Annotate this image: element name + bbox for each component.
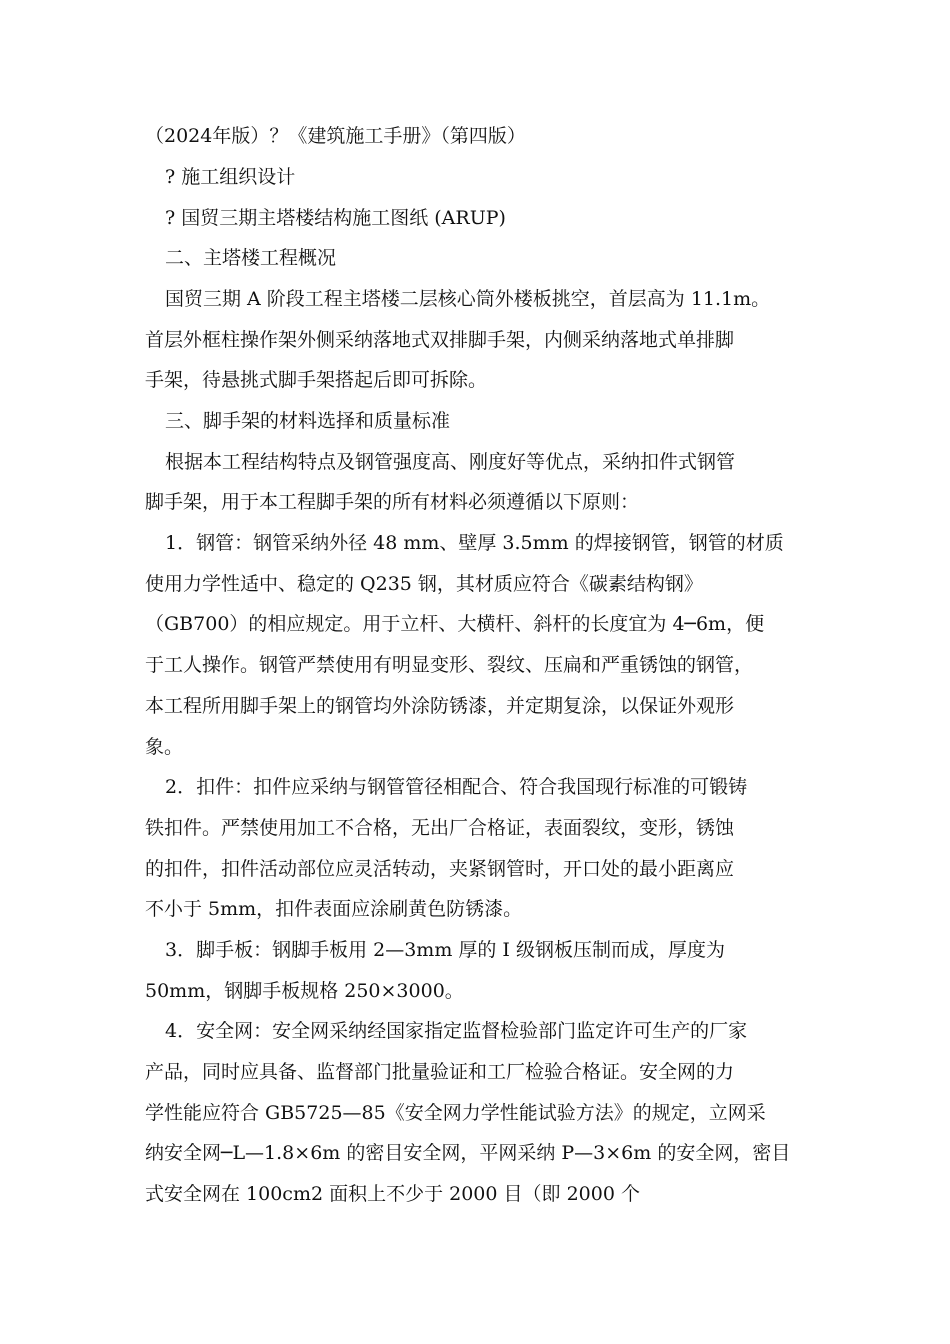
- text-line: 脚手架，用于本工程脚手架的所有材料必须遵循以下原则：: [145, 491, 640, 513]
- text-line: （GB700）的相应规定。用于立杆、大横杆、斜杆的长度宜为 4─6m，便: [145, 613, 765, 635]
- text-line: 根据本工程结构特点及钢管强度高、刚度好等优点，采纳扣件式钢管: [165, 451, 736, 473]
- text-line: 的扣件，扣件活动部位应灵活转动，夹紧钢管时，开口处的最小距离应: [145, 858, 735, 880]
- text-line: 纳安全网─L—1.8×6m 的密目安全网，平网采纳 P—3×6m 的安全网，密目: [145, 1142, 791, 1164]
- text-line: 2．扣件：扣件应采纳与钢管管径相配合、符合我国现行标准的可锻铸: [165, 776, 748, 798]
- text-line: 首层外框柱操作架外侧采纳落地式双排脚手架，内侧采纳落地式单排脚: [145, 329, 735, 351]
- text-line: 铁扣件。严禁使用加工不合格，无出厂合格证，表面裂纹，变形，锈蚀: [145, 817, 735, 839]
- text-line: 本工程所用脚手架上的钢管均外涂防锈漆，并定期复涂，以保证外观形: [145, 695, 735, 717]
- text-line: （2024年版）？《建筑施工手册》（第四版）: [145, 125, 526, 147]
- text-line: 4．安全网：安全网采纳经国家指定监督检验部门监定许可生产的厂家: [165, 1020, 748, 1042]
- text-line: 学性能应符合 GB5725—85《安全网力学性能试验方法》的规定，立网采: [145, 1102, 766, 1124]
- text-line: 象。: [145, 736, 184, 758]
- text-line: 3．脚手板：钢脚手板用 2—3mm 厚的 I 级钢板压制而成，厚度为: [165, 939, 725, 961]
- text-line: 使用力学性适中、稳定的 Q235 钢，其材质应符合《碳素结构钢》: [145, 573, 703, 595]
- section-heading: 二、主塔楼工程概况: [165, 247, 337, 269]
- text-line: ? 施工组织设计: [165, 166, 296, 188]
- text-line: 于工人操作。钢管严禁使用有明显变形、裂纹、压扁和严重锈蚀的钢管，: [145, 654, 754, 676]
- text-line: 产品，同时应具备、监督部门批量验证和工厂检验合格证。安全网的力: [145, 1061, 735, 1083]
- text-line: 式安全网在 100cm2 面积上不少于 2000 目（即 2000 个: [145, 1183, 640, 1205]
- text-line: 不小于 5mm，扣件表面应涂刷黄色防锈漆。: [145, 898, 523, 920]
- text-line: 50mm，钢脚手板规格 250×3000。: [145, 980, 464, 1002]
- text-line: 国贸三期 A 阶段工程主塔楼二层核心筒外楼板挑空，首层高为 11.1m。: [165, 288, 771, 310]
- text-line: 手架，待悬挑式脚手架搭起后即可拆除。: [145, 369, 488, 391]
- section-heading: 三、脚手架的材料选择和质量标准: [165, 410, 451, 432]
- text-line: 1．钢管：钢管采纳外径 48 mm、壁厚 3.5mm 的焊接钢管，钢管的材质: [165, 532, 784, 554]
- text-line: ? 国贸三期主塔楼结构施工图纸 (ARUP): [165, 207, 506, 229]
